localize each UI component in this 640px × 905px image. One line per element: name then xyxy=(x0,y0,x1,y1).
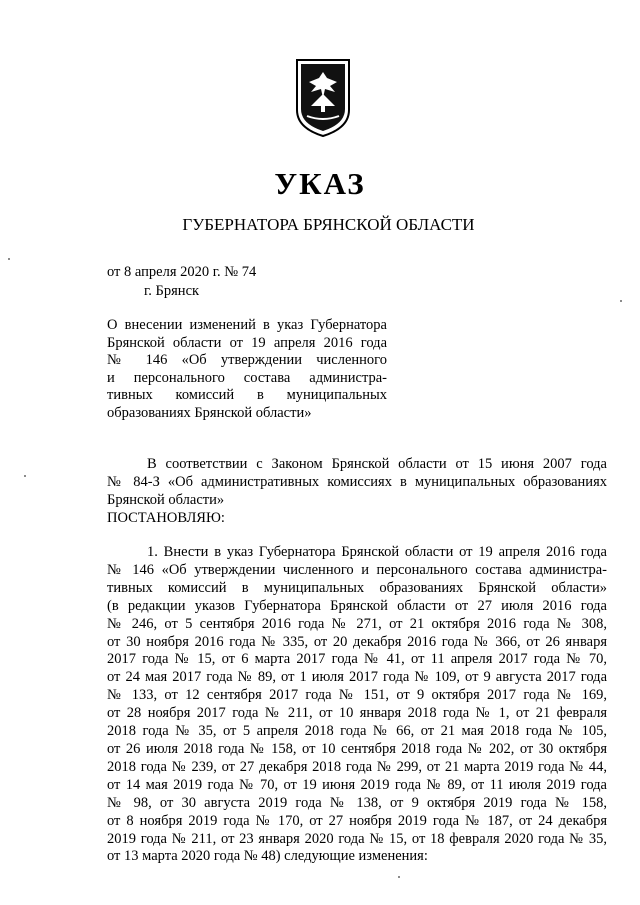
coat-of-arms-icon xyxy=(295,58,351,138)
item-1-line: № 98, от 30 августа 2019 года № 138, от 9 октября 2019 года № 158, xyxy=(107,794,607,811)
subject-line: Брянской области от 19 апреля 2016 года xyxy=(107,334,387,351)
preamble-line: Брянской области» xyxy=(107,491,225,508)
subject-line: тивных комиссий в муниципальных xyxy=(107,387,387,404)
item-1-line: от 26 июля 2018 года № 158, от 10 сентября 2018 года № 202, от 30 октября xyxy=(107,740,607,757)
item-1-line: от 13 марта 2020 года № 48) следующие изменения: xyxy=(107,848,428,865)
scan-speck xyxy=(398,876,400,878)
item-1-line: 2019 года № 211, от 23 января 2020 года № 15, от 18 февраля 2020 года № 35, xyxy=(107,830,607,847)
decree-city: г. Брянск xyxy=(144,283,200,299)
item-1-line: от 24 мая 2017 года № 89, от 1 июля 2017 года № 109, от 9 августа 2017 года xyxy=(107,669,607,686)
item-1-line: 2018 года № 239, от 27 декабря 2018 года № 299, от 21 марта 2019 года № 44, xyxy=(107,758,607,775)
item-1-line: (в редакции указов Губернатора Брянской области от 27 июля 2016 года xyxy=(107,597,607,614)
preamble-line: № 84-З «Об административных комиссиях в муниципальных образованиях xyxy=(107,473,607,490)
item-1-line: 1. Внести в указ Губернатора Брянской области от 19 апреля 2016 года xyxy=(147,544,607,560)
preamble-line: В соответствии с Законом Брянской области от 15 июня 2007 года xyxy=(147,456,607,472)
document-subtitle: ГУБЕРНАТОРА БРЯНСКОЙ ОБЛАСТИ xyxy=(182,215,475,234)
item-1-line: от 28 ноября 2017 года № 211, от 10 января 2018 года № 1, от 21 февраля xyxy=(107,705,607,722)
document-title: УКАЗ xyxy=(274,166,366,201)
decree-date-number: от 8 апреля 2020 г. № 74 xyxy=(107,264,257,280)
decree-subject xyxy=(107,317,387,423)
subject-line: № 146 «Об утверждении численного xyxy=(107,352,387,369)
decree-word: ПОСТАНОВЛЯЮ: xyxy=(107,510,225,526)
item-1-line: от 14 мая 2019 года № 70, от 19 июня 2019 года № 89, от 11 июля 2019 года xyxy=(107,776,607,793)
subject-line: образованиях Брянской области» xyxy=(107,404,312,421)
scan-speck xyxy=(620,300,622,302)
item-1-line: от 30 ноября 2016 года № 335, от 20 декабря 2016 года № 366, от 26 января xyxy=(107,633,607,650)
item-1-line: № 133, от 12 сентября 2017 года № 151, от 9 октября 2017 года № 169, xyxy=(107,687,607,704)
item-1-line: № 246, от 5 сентября 2016 года № 271, от 21 октября 2016 года № 308, xyxy=(107,615,607,632)
item-1-line: 2017 года № 15, от 6 марта 2017 года № 41, от 11 апреля 2017 года № 70, xyxy=(107,651,607,668)
item-1-line: № 146 «Об утверждении численного и персонального состава администра- xyxy=(107,561,607,578)
preamble-paragraph xyxy=(107,456,607,509)
scan-speck xyxy=(24,475,26,477)
subject-line: О внесении изменений в указ Губернатора xyxy=(107,317,387,333)
item-1-line: 2018 года № 35, от 5 апреля 2018 года № 66, от 21 мая 2018 года № 105, xyxy=(107,723,607,740)
subject-line: и персонального состава администра- xyxy=(107,369,387,386)
item-1-line: тивных комиссий в муниципальных образованиях Брянской области» xyxy=(107,579,607,596)
item-1-line: от 8 ноября 2019 года № 170, от 27 ноября 2019 года № 187, от 24 декабря xyxy=(107,812,607,829)
item-1-paragraph xyxy=(107,544,607,866)
scan-speck xyxy=(8,258,10,260)
